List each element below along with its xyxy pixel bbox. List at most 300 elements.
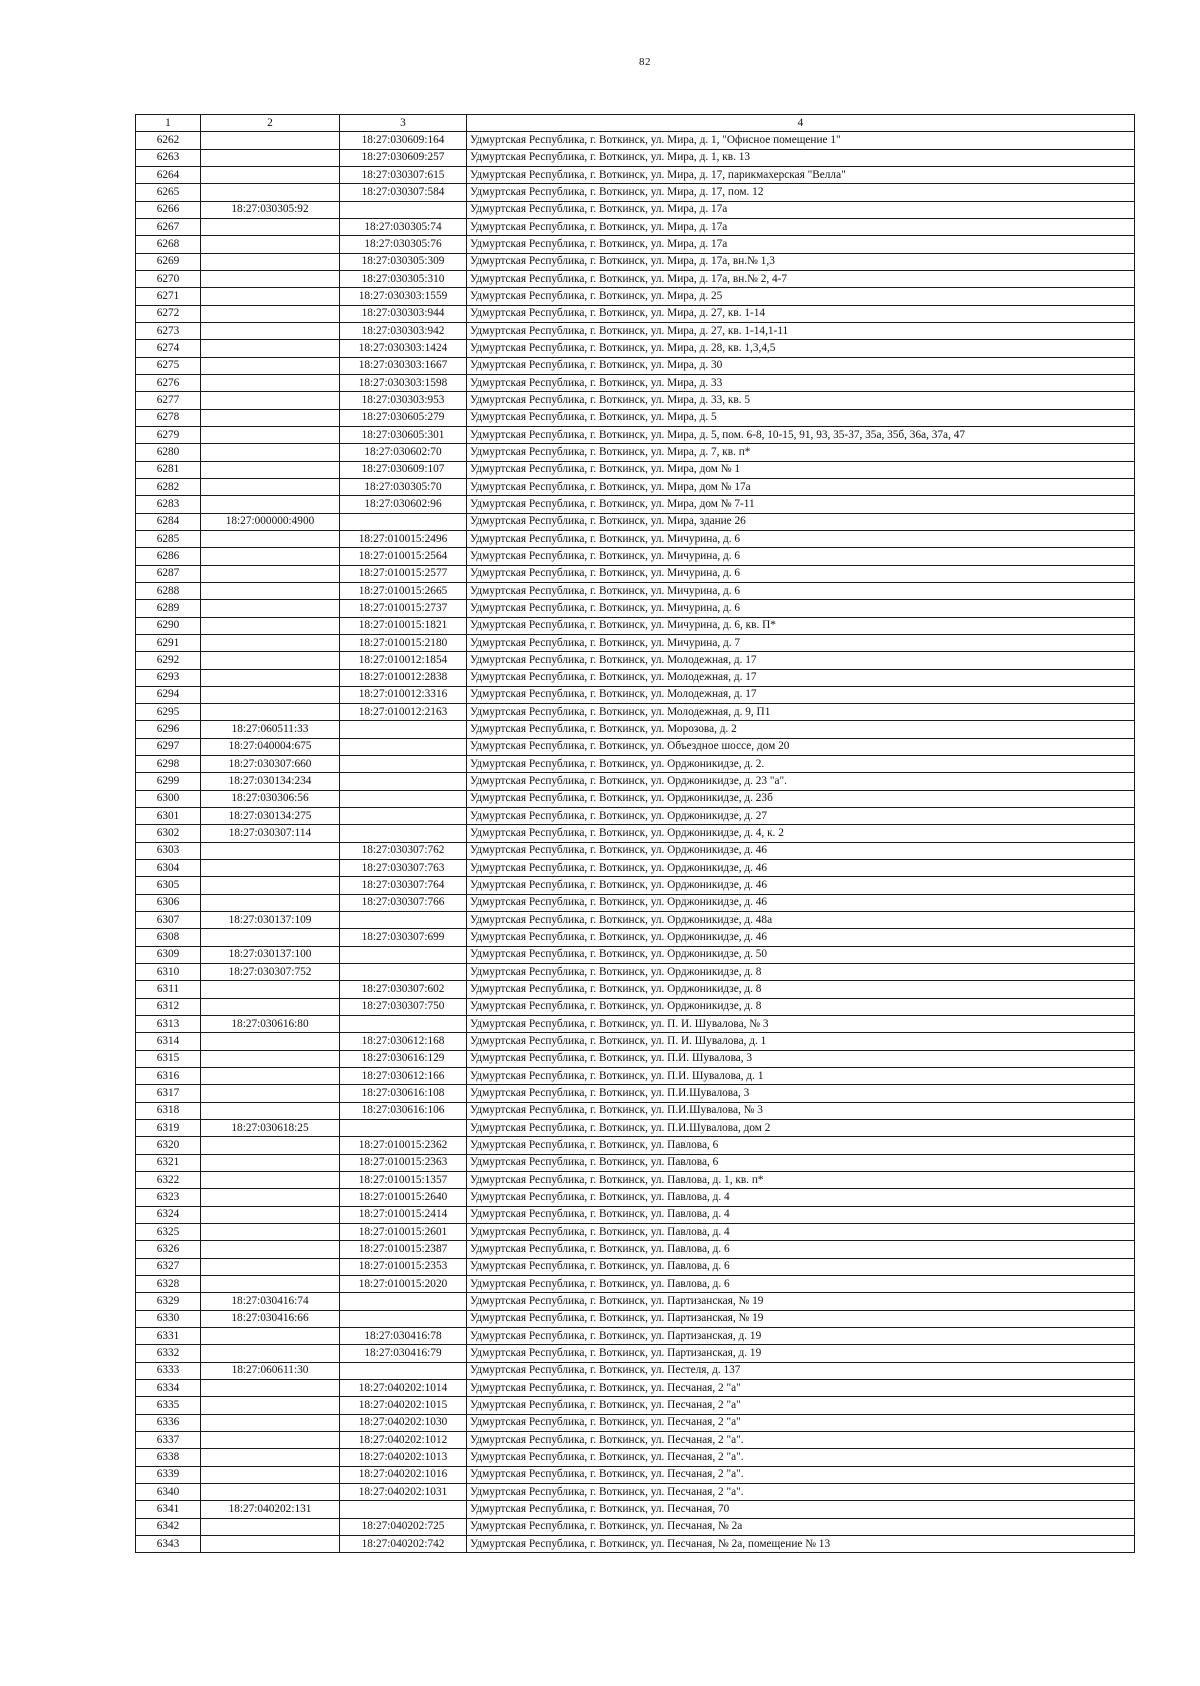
land-cadastral-number-cell — [201, 704, 340, 721]
land-cadastral-number-cell: 18:27:030307:752 — [201, 964, 340, 981]
object-cadastral-number-cell: 18:27:010015:2414 — [340, 1206, 467, 1223]
object-cadastral-number-cell: 18:27:010015:2564 — [340, 548, 467, 565]
object-cadastral-number-cell: 18:27:030303:953 — [340, 392, 467, 409]
row-number-cell: 6317 — [136, 1085, 201, 1102]
table-row — [136, 444, 1135, 461]
row-number-cell: 6340 — [136, 1483, 201, 1500]
address-cell: Удмуртская Республика, г. Воткинск, ул. Павлова, д. 4 — [467, 1189, 1135, 1206]
land-cadastral-number-cell — [201, 305, 340, 322]
table-row — [136, 1327, 1135, 1344]
address-cell: Удмуртская Республика, г. Воткинск, ул. Мира, д. 17а — [467, 218, 1135, 235]
address-cell: Удмуртская Республика, г. Воткинск, ул. Павлова, д. 6 — [467, 1258, 1135, 1275]
table-row — [136, 808, 1135, 825]
address-cell: Удмуртская Республика, г. Воткинск, ул. Орджоникидзе, д. 46 — [467, 929, 1135, 946]
row-number-cell: 6304 — [136, 860, 201, 877]
address-cell: Удмуртская Республика, г. Воткинск, ул. Мира, д. 17а — [467, 236, 1135, 253]
address-cell: Удмуртская Республика, г. Воткинск, ул. Мира, д. 7, кв. п* — [467, 444, 1135, 461]
address-cell: Удмуртская Республика, г. Воткинск, ул. Мичурина, д. 6, кв. П* — [467, 617, 1135, 634]
address-cell: Удмуртская Республика, г. Воткинск, ул. Пестеля, д. 137 — [467, 1362, 1135, 1379]
table-row — [136, 305, 1135, 322]
address-cell: Удмуртская Республика, г. Воткинск, ул. Орджоникидзе, д. 48а — [467, 912, 1135, 929]
land-cadastral-number-cell — [201, 184, 340, 201]
table-row — [136, 773, 1135, 790]
table-row — [136, 738, 1135, 755]
address-cell: Удмуртская Республика, г. Воткинск, ул. Мира, д. 33 — [467, 374, 1135, 391]
row-number-cell: 6338 — [136, 1449, 201, 1466]
table-row — [136, 184, 1135, 201]
object-cadastral-number-cell: 18:27:030307:584 — [340, 184, 467, 201]
object-cadastral-number-cell: 18:27:030307:764 — [340, 877, 467, 894]
object-cadastral-number-cell: 18:27:010015:2665 — [340, 582, 467, 599]
address-cell: Удмуртская Республика, г. Воткинск, ул. Мира, д. 17а, вн.№ 2, 4-7 — [467, 270, 1135, 287]
table-row — [136, 652, 1135, 669]
table-row — [136, 964, 1135, 981]
table-row — [136, 1466, 1135, 1483]
address-cell: Удмуртская Республика, г. Воткинск, ул. Мира, д. 1, "Офисное помещение 1" — [467, 132, 1135, 149]
land-cadastral-number-cell — [201, 669, 340, 686]
address-cell: Удмуртская Республика, г. Воткинск, ул. Песчаная, № 2а — [467, 1518, 1135, 1535]
object-cadastral-number-cell: 18:27:030616:106 — [340, 1102, 467, 1119]
row-number-cell: 6319 — [136, 1120, 201, 1137]
land-cadastral-number-cell — [201, 929, 340, 946]
land-cadastral-number-cell — [201, 444, 340, 461]
land-cadastral-number-cell — [201, 322, 340, 339]
address-cell: Удмуртская Республика, г. Воткинск, ул. Мира, дом № 17а — [467, 478, 1135, 495]
row-number-cell: 6315 — [136, 1050, 201, 1067]
row-number-cell: 6314 — [136, 1033, 201, 1050]
address-cell: Удмуртская Республика, г. Воткинск, ул. Песчаная, 2 "а". — [467, 1431, 1135, 1448]
address-cell: Удмуртская Республика, г. Воткинск, ул. Мира, д. 17а, вн.№ 1,3 — [467, 253, 1135, 270]
land-cadastral-number-cell — [201, 1172, 340, 1189]
address-cell: Удмуртская Республика, г. Воткинск, ул. Орджоникидзе, д. 23 "а". — [467, 773, 1135, 790]
row-number-cell: 6271 — [136, 288, 201, 305]
object-cadastral-number-cell: 18:27:010015:2180 — [340, 634, 467, 651]
table-row — [136, 1120, 1135, 1137]
row-number-cell: 6311 — [136, 981, 201, 998]
object-cadastral-number-cell: 18:27:030605:301 — [340, 426, 467, 443]
table-row — [136, 392, 1135, 409]
object-cadastral-number-cell: 18:27:030307:615 — [340, 166, 467, 183]
row-number-cell: 6296 — [136, 721, 201, 738]
object-cadastral-number-cell: 18:27:030305:70 — [340, 478, 467, 495]
land-cadastral-number-cell — [201, 1206, 340, 1223]
object-cadastral-number-cell: 18:27:030305:310 — [340, 270, 467, 287]
land-cadastral-number-cell — [201, 149, 340, 166]
table-row — [136, 426, 1135, 443]
object-cadastral-number-cell: 18:27:030305:309 — [340, 253, 467, 270]
address-cell: Удмуртская Республика, г. Воткинск, ул. Мира, д. 17, парикмахерская "Велла" — [467, 166, 1135, 183]
column-header-1: 1 — [136, 115, 201, 132]
object-cadastral-number-cell: 18:27:030612:166 — [340, 1068, 467, 1085]
row-number-cell: 6287 — [136, 565, 201, 582]
land-cadastral-number-cell — [201, 392, 340, 409]
land-cadastral-number-cell — [201, 218, 340, 235]
land-cadastral-number-cell — [201, 617, 340, 634]
registry-table — [135, 114, 1135, 1553]
table-row — [136, 998, 1135, 1015]
row-number-cell: 6343 — [136, 1535, 201, 1552]
row-number-cell: 6335 — [136, 1397, 201, 1414]
column-header-4: 4 — [467, 115, 1135, 132]
row-number-cell: 6312 — [136, 998, 201, 1015]
table-row — [136, 686, 1135, 703]
address-cell: Удмуртская Республика, г. Воткинск, ул. П.И.Шувалова, № 3 — [467, 1102, 1135, 1119]
table-row — [136, 1310, 1135, 1327]
address-cell: Удмуртская Республика, г. Воткинск, ул. Павлова, д. 1, кв. п* — [467, 1172, 1135, 1189]
row-number-cell: 6339 — [136, 1466, 201, 1483]
table-row — [136, 1293, 1135, 1310]
table-row — [136, 201, 1135, 218]
object-cadastral-number-cell: 18:27:030612:168 — [340, 1033, 467, 1050]
land-cadastral-number-cell — [201, 496, 340, 513]
land-cadastral-number-cell — [201, 461, 340, 478]
land-cadastral-number-cell: 18:27:030134:275 — [201, 808, 340, 825]
address-cell: Удмуртская Республика, г. Воткинск, ул. Павлова, д. 4 — [467, 1224, 1135, 1241]
object-cadastral-number-cell: 18:27:010015:2387 — [340, 1241, 467, 1258]
row-number-cell: 6337 — [136, 1431, 201, 1448]
object-cadastral-number-cell: 18:27:010015:2496 — [340, 530, 467, 547]
object-cadastral-number-cell: 18:27:030602:70 — [340, 444, 467, 461]
row-number-cell: 6279 — [136, 426, 201, 443]
row-number-cell: 6291 — [136, 634, 201, 651]
row-number-cell: 6276 — [136, 374, 201, 391]
address-cell: Удмуртская Республика, г. Воткинск, ул. Мира, д. 17а — [467, 201, 1135, 218]
land-cadastral-number-cell: 18:27:030137:109 — [201, 912, 340, 929]
object-cadastral-number-cell: 18:27:010015:2737 — [340, 600, 467, 617]
row-number-cell: 6275 — [136, 357, 201, 374]
table-row — [136, 1483, 1135, 1500]
address-cell: Удмуртская Республика, г. Воткинск, ул. Павлова, 6 — [467, 1154, 1135, 1171]
land-cadastral-number-cell — [201, 1085, 340, 1102]
address-cell: Удмуртская Республика, г. Воткинск, ул. Орджоникидзе, д. 46 — [467, 877, 1135, 894]
object-cadastral-number-cell: 18:27:030303:1667 — [340, 357, 467, 374]
table-row — [136, 496, 1135, 513]
object-cadastral-number-cell: 18:27:040202:1014 — [340, 1379, 467, 1396]
land-cadastral-number-cell — [201, 1379, 340, 1396]
land-cadastral-number-cell — [201, 860, 340, 877]
table-row — [136, 218, 1135, 235]
address-cell: Удмуртская Республика, г. Воткинск, ул. Партизанская, д. 19 — [467, 1345, 1135, 1362]
object-cadastral-number-cell: 18:27:040202:1030 — [340, 1414, 467, 1431]
object-cadastral-number-cell: 18:27:030307:602 — [340, 981, 467, 998]
row-number-cell: 6265 — [136, 184, 201, 201]
land-cadastral-number-cell — [201, 1327, 340, 1344]
row-number-cell: 6284 — [136, 513, 201, 530]
object-cadastral-number-cell: 18:27:010015:2020 — [340, 1275, 467, 1292]
table-row — [136, 1224, 1135, 1241]
object-cadastral-number-cell: 18:27:030416:79 — [340, 1345, 467, 1362]
address-cell: Удмуртская Республика, г. Воткинск, ул. Мира, д. 30 — [467, 357, 1135, 374]
row-number-cell: 6309 — [136, 946, 201, 963]
land-cadastral-number-cell — [201, 1137, 340, 1154]
land-cadastral-number-cell — [201, 1154, 340, 1171]
object-cadastral-number-cell — [340, 201, 467, 218]
object-cadastral-number-cell: 18:27:030609:107 — [340, 461, 467, 478]
column-header-3: 3 — [340, 115, 467, 132]
address-cell: Удмуртская Республика, г. Воткинск, ул. Мичурина, д. 6 — [467, 530, 1135, 547]
object-cadastral-number-cell — [340, 738, 467, 755]
address-cell: Удмуртская Республика, г. Воткинск, ул. Павлова, д. 6 — [467, 1241, 1135, 1258]
land-cadastral-number-cell: 18:27:030137:100 — [201, 946, 340, 963]
land-cadastral-number-cell — [201, 478, 340, 495]
object-cadastral-number-cell: 18:27:040202:1031 — [340, 1483, 467, 1500]
object-cadastral-number-cell: 18:27:030303:944 — [340, 305, 467, 322]
address-cell: Удмуртская Республика, г. Воткинск, ул. Мира, дом № 7-11 — [467, 496, 1135, 513]
object-cadastral-number-cell: 18:27:030305:74 — [340, 218, 467, 235]
land-cadastral-number-cell — [201, 582, 340, 599]
land-cadastral-number-cell — [201, 1414, 340, 1431]
row-number-cell: 6298 — [136, 756, 201, 773]
object-cadastral-number-cell: 18:27:030605:279 — [340, 409, 467, 426]
object-cadastral-number-cell: 18:27:030307:763 — [340, 860, 467, 877]
address-cell: Удмуртская Республика, г. Воткинск, ул. Мира, здание 26 — [467, 513, 1135, 530]
table-row — [136, 1241, 1135, 1258]
object-cadastral-number-cell — [340, 946, 467, 963]
table-row — [136, 149, 1135, 166]
land-cadastral-number-cell — [201, 1033, 340, 1050]
table-row — [136, 565, 1135, 582]
object-cadastral-number-cell: 18:27:030307:750 — [340, 998, 467, 1015]
address-cell: Удмуртская Республика, г. Воткинск, ул. Мира, д. 17, пом. 12 — [467, 184, 1135, 201]
object-cadastral-number-cell: 18:27:040202:1016 — [340, 1466, 467, 1483]
object-cadastral-number-cell: 18:27:030305:76 — [340, 236, 467, 253]
row-number-cell: 6331 — [136, 1327, 201, 1344]
land-cadastral-number-cell — [201, 426, 340, 443]
table-row — [136, 548, 1135, 565]
object-cadastral-number-cell: 18:27:010012:2838 — [340, 669, 467, 686]
land-cadastral-number-cell: 18:27:030307:114 — [201, 825, 340, 842]
table-row — [136, 721, 1135, 738]
row-number-cell: 6263 — [136, 149, 201, 166]
land-cadastral-number-cell — [201, 374, 340, 391]
land-cadastral-number-cell: 18:27:060611:30 — [201, 1362, 340, 1379]
table-row — [136, 842, 1135, 859]
row-number-cell: 6281 — [136, 461, 201, 478]
table-row — [136, 1068, 1135, 1085]
row-number-cell: 6328 — [136, 1275, 201, 1292]
address-cell: Удмуртская Республика, г. Воткинск, ул. Мичурина, д. 6 — [467, 548, 1135, 565]
object-cadastral-number-cell: 18:27:040202:1015 — [340, 1397, 467, 1414]
row-number-cell: 6322 — [136, 1172, 201, 1189]
row-number-cell: 6334 — [136, 1379, 201, 1396]
address-cell: Удмуртская Республика, г. Воткинск, ул. Партизанская, № 19 — [467, 1293, 1135, 1310]
row-number-cell: 6342 — [136, 1518, 201, 1535]
land-cadastral-number-cell — [201, 634, 340, 651]
object-cadastral-number-cell: 18:27:030616:108 — [340, 1085, 467, 1102]
address-cell: Удмуртская Республика, г. Воткинск, ул. Песчаная, 2 "а" — [467, 1414, 1135, 1431]
land-cadastral-number-cell — [201, 1535, 340, 1552]
land-cadastral-number-cell: 18:27:030306:56 — [201, 790, 340, 807]
land-cadastral-number-cell — [201, 288, 340, 305]
land-cadastral-number-cell: 18:27:030134:234 — [201, 773, 340, 790]
address-cell: Удмуртская Республика, г. Воткинск, ул. Орджоникидзе, д. 8 — [467, 981, 1135, 998]
row-number-cell: 6285 — [136, 530, 201, 547]
table-row — [136, 166, 1135, 183]
address-cell: Удмуртская Республика, г. Воткинск, ул. Павлова, д. 4 — [467, 1206, 1135, 1223]
object-cadastral-number-cell: 18:27:010015:2640 — [340, 1189, 467, 1206]
row-number-cell: 6301 — [136, 808, 201, 825]
land-cadastral-number-cell: 18:27:040004:675 — [201, 738, 340, 755]
address-cell: Удмуртская Республика, г. Воткинск, ул. Орджоникидзе, д. 4, к. 2 — [467, 825, 1135, 842]
land-cadastral-number-cell — [201, 652, 340, 669]
object-cadastral-number-cell — [340, 790, 467, 807]
row-number-cell: 6277 — [136, 392, 201, 409]
object-cadastral-number-cell: 18:27:030307:762 — [340, 842, 467, 859]
address-cell: Удмуртская Республика, г. Воткинск, ул. Мичурина, д. 6 — [467, 600, 1135, 617]
column-header-2: 2 — [201, 115, 340, 132]
row-number-cell: 6321 — [136, 1154, 201, 1171]
address-cell: Удмуртская Республика, г. Воткинск, ул. Павлова, д. 6 — [467, 1275, 1135, 1292]
table-row — [136, 1518, 1135, 1535]
table-row — [136, 1085, 1135, 1102]
object-cadastral-number-cell — [340, 825, 467, 842]
address-cell: Удмуртская Республика, г. Воткинск, ул. Мира, д. 27, кв. 1-14,1-11 — [467, 322, 1135, 339]
row-number-cell: 6270 — [136, 270, 201, 287]
address-cell: Удмуртская Республика, г. Воткинск, ул. Мира, дом № 1 — [467, 461, 1135, 478]
table-row — [136, 929, 1135, 946]
land-cadastral-number-cell: 18:27:030616:80 — [201, 1016, 340, 1033]
object-cadastral-number-cell: 18:27:040202:742 — [340, 1535, 467, 1552]
address-cell: Удмуртская Республика, г. Воткинск, ул. Орджоникидзе, д. 46 — [467, 860, 1135, 877]
row-number-cell: 6305 — [136, 877, 201, 894]
table-row — [136, 288, 1135, 305]
row-number-cell: 6286 — [136, 548, 201, 565]
land-cadastral-number-cell — [201, 1224, 340, 1241]
address-cell: Удмуртская Республика, г. Воткинск, ул. Партизанская, д. 19 — [467, 1327, 1135, 1344]
table-row — [136, 1397, 1135, 1414]
land-cadastral-number-cell — [201, 409, 340, 426]
address-cell: Удмуртская Республика, г. Воткинск, ул. Мичурина, д. 6 — [467, 582, 1135, 599]
table-row — [136, 1050, 1135, 1067]
land-cadastral-number-cell — [201, 132, 340, 149]
address-cell: Удмуртская Республика, г. Воткинск, ул. П.И.Шувалова, 3 — [467, 1085, 1135, 1102]
table-row — [136, 704, 1135, 721]
object-cadastral-number-cell — [340, 1362, 467, 1379]
table-row — [136, 669, 1135, 686]
address-cell: Удмуртская Республика, г. Воткинск, ул. П.И. Шувалова, 3 — [467, 1050, 1135, 1067]
land-cadastral-number-cell — [201, 236, 340, 253]
row-number-cell: 6341 — [136, 1501, 201, 1518]
table-row — [136, 513, 1135, 530]
object-cadastral-number-cell: 18:27:010015:1821 — [340, 617, 467, 634]
land-cadastral-number-cell — [201, 1345, 340, 1362]
land-cadastral-number-cell — [201, 842, 340, 859]
table-row — [136, 1102, 1135, 1119]
row-number-cell: 6326 — [136, 1241, 201, 1258]
object-cadastral-number-cell — [340, 721, 467, 738]
table-row — [136, 132, 1135, 149]
table-row — [136, 409, 1135, 426]
table-row — [136, 530, 1135, 547]
table-body — [136, 132, 1135, 1553]
address-cell: Удмуртская Республика, г. Воткинск, ул. П.И. Шувалова, д. 1 — [467, 1068, 1135, 1085]
land-cadastral-number-cell — [201, 1189, 340, 1206]
address-cell: Удмуртская Республика, г. Воткинск, ул. Орджоникидзе, д. 8 — [467, 998, 1135, 1015]
land-cadastral-number-cell — [201, 1466, 340, 1483]
address-cell: Удмуртская Республика, г. Воткинск, ул. Орджоникидзе, д. 2. — [467, 756, 1135, 773]
object-cadastral-number-cell — [340, 1016, 467, 1033]
row-number-cell: 6269 — [136, 253, 201, 270]
table-row — [136, 1016, 1135, 1033]
table-row — [136, 478, 1135, 495]
land-cadastral-number-cell — [201, 166, 340, 183]
object-cadastral-number-cell: 18:27:010015:2577 — [340, 565, 467, 582]
land-cadastral-number-cell — [201, 600, 340, 617]
land-cadastral-number-cell — [201, 1241, 340, 1258]
address-cell: Удмуртская Республика, г. Воткинск, ул. Песчаная, 70 — [467, 1501, 1135, 1518]
object-cadastral-number-cell: 18:27:030609:164 — [340, 132, 467, 149]
object-cadastral-number-cell — [340, 1120, 467, 1137]
row-number-cell: 6325 — [136, 1224, 201, 1241]
table-row — [136, 617, 1135, 634]
row-number-cell: 6262 — [136, 132, 201, 149]
row-number-cell: 6280 — [136, 444, 201, 461]
table-row — [136, 877, 1135, 894]
address-cell: Удмуртская Республика, г. Воткинск, ул. Орджоникидзе, д. 8 — [467, 964, 1135, 981]
address-cell: Удмуртская Республика, г. Воткинск, ул. Орджоникидзе, д. 46 — [467, 842, 1135, 859]
row-number-cell: 6300 — [136, 790, 201, 807]
land-cadastral-number-cell — [201, 1275, 340, 1292]
address-cell: Удмуртская Республика, г. Воткинск, ул. П. И. Шувалова, д. 1 — [467, 1033, 1135, 1050]
object-cadastral-number-cell — [340, 1310, 467, 1327]
object-cadastral-number-cell: 18:27:010015:2363 — [340, 1154, 467, 1171]
address-cell: Удмуртская Республика, г. Воткинск, ул. Мира, д. 5, пом. 6-8, 10-15, 91, 93, 35-37, 35а, 35б, 36а, 37а, 47 — [467, 426, 1135, 443]
object-cadastral-number-cell — [340, 1501, 467, 1518]
land-cadastral-number-cell — [201, 1483, 340, 1500]
row-number-cell: 6323 — [136, 1189, 201, 1206]
table-row — [136, 374, 1135, 391]
address-cell: Удмуртская Республика, г. Воткинск, ул. Мичурина, д. 6 — [467, 565, 1135, 582]
row-number-cell: 6268 — [136, 236, 201, 253]
address-cell: Удмуртская Республика, г. Воткинск, ул. Партизанская, № 19 — [467, 1310, 1135, 1327]
page-number: 82 — [639, 56, 651, 68]
object-cadastral-number-cell — [340, 773, 467, 790]
object-cadastral-number-cell: 18:27:040202:1013 — [340, 1449, 467, 1466]
land-cadastral-number-cell — [201, 894, 340, 911]
address-cell: Удмуртская Республика, г. Воткинск, ул. Мира, д. 27, кв. 1-14 — [467, 305, 1135, 322]
table-row — [136, 946, 1135, 963]
address-cell: Удмуртская Республика, г. Воткинск, ул. Песчаная, 2 "а" — [467, 1397, 1135, 1414]
table-header-row — [136, 115, 1135, 132]
table-row — [136, 981, 1135, 998]
object-cadastral-number-cell: 18:27:010015:1357 — [340, 1172, 467, 1189]
row-number-cell: 6324 — [136, 1206, 201, 1223]
object-cadastral-number-cell: 18:27:030303:1424 — [340, 340, 467, 357]
row-number-cell: 6330 — [136, 1310, 201, 1327]
row-number-cell: 6327 — [136, 1258, 201, 1275]
address-cell: Удмуртская Республика, г. Воткинск, ул. Песчаная, 2 "а". — [467, 1449, 1135, 1466]
address-cell: Удмуртская Республика, г. Воткинск, ул. Молодежная, д. 17 — [467, 669, 1135, 686]
table-row — [136, 582, 1135, 599]
address-cell: Удмуртская Республика, г. Воткинск, ул. Орджоникидзе, д. 23б — [467, 790, 1135, 807]
table-row — [136, 1206, 1135, 1223]
object-cadastral-number-cell: 18:27:030307:699 — [340, 929, 467, 946]
address-cell: Удмуртская Республика, г. Воткинск, ул. Орджоникидзе, д. 50 — [467, 946, 1135, 963]
land-cadastral-number-cell: 18:27:030618:25 — [201, 1120, 340, 1137]
land-cadastral-number-cell — [201, 1431, 340, 1448]
object-cadastral-number-cell: 18:27:030602:96 — [340, 496, 467, 513]
row-number-cell: 6290 — [136, 617, 201, 634]
land-cadastral-number-cell — [201, 548, 340, 565]
row-number-cell: 6302 — [136, 825, 201, 842]
land-cadastral-number-cell — [201, 686, 340, 703]
land-cadastral-number-cell: 18:27:030416:74 — [201, 1293, 340, 1310]
row-number-cell: 6297 — [136, 738, 201, 755]
land-cadastral-number-cell: 18:27:060511:33 — [201, 721, 340, 738]
table-row — [136, 1449, 1135, 1466]
table-row — [136, 340, 1135, 357]
address-cell: Удмуртская Республика, г. Воткинск, ул. П. И. Шувалова, № 3 — [467, 1016, 1135, 1033]
